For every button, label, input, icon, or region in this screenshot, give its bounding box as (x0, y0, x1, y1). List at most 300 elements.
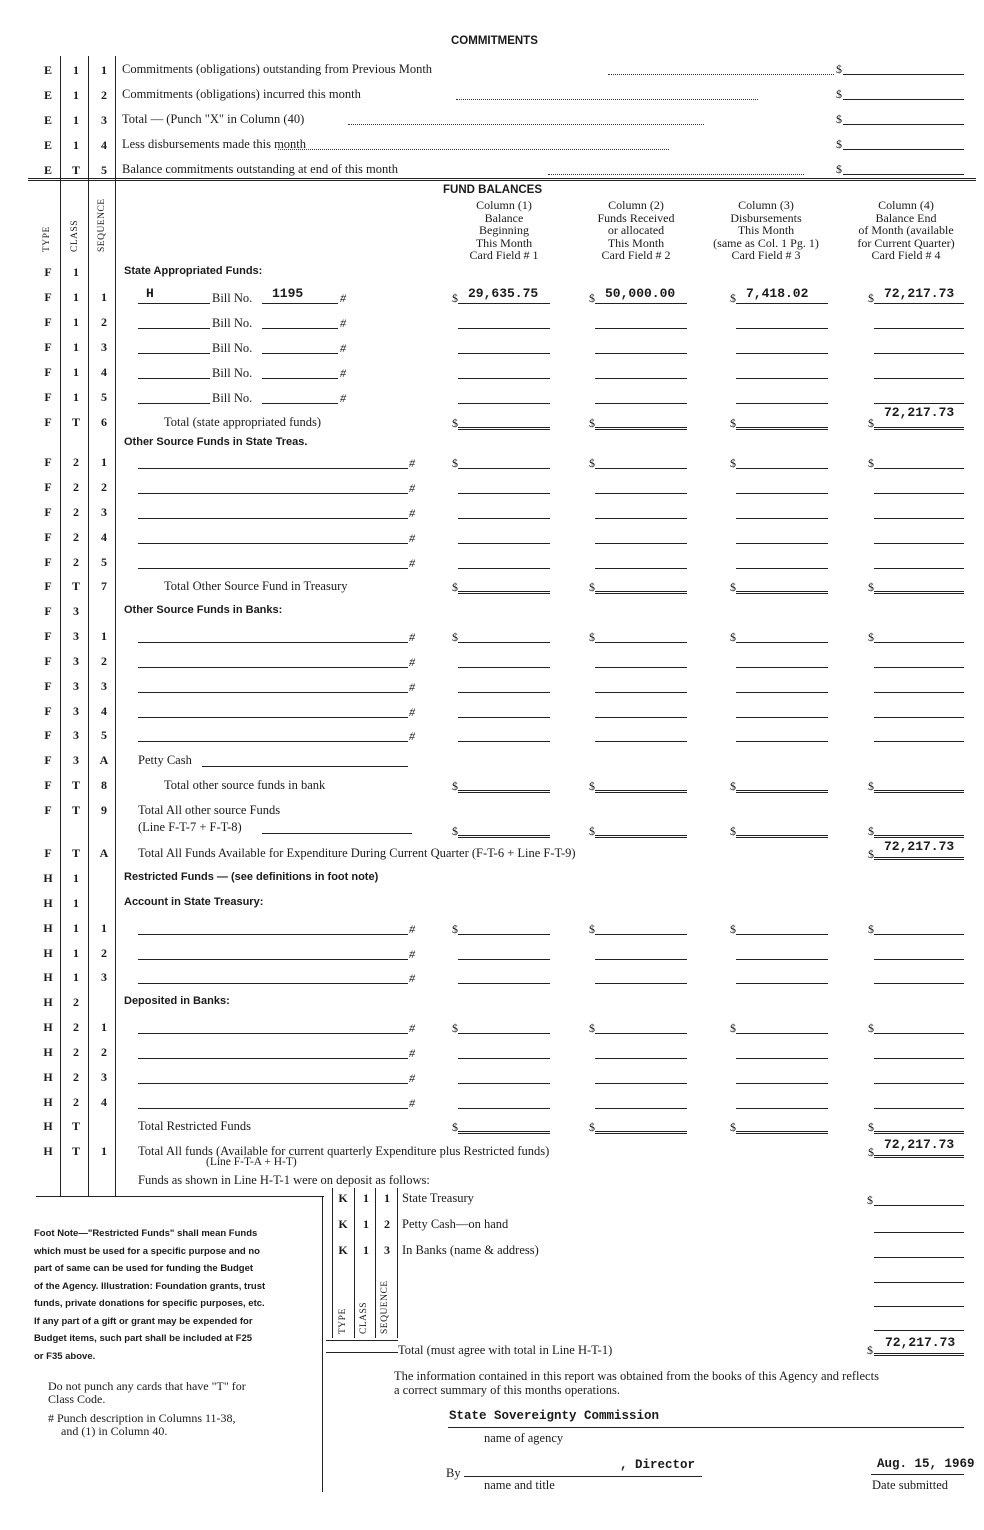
total-line-col4[interactable] (874, 835, 964, 838)
type-header: TYPE (42, 226, 52, 252)
description-line[interactable] (138, 959, 408, 960)
grand-total-line[interactable] (874, 1155, 964, 1158)
description-line[interactable] (138, 1108, 408, 1109)
value-line-col4[interactable] (874, 934, 964, 935)
deposit-code-divider (332, 1188, 333, 1338)
total-line-col3[interactable] (736, 835, 828, 838)
deposit-total-dollar: $ (867, 1343, 873, 1357)
bill-number-line[interactable] (262, 328, 338, 329)
bill-prefix-line[interactable] (138, 328, 210, 329)
bill-number-line[interactable] (262, 353, 338, 354)
value-line-col4[interactable] (874, 568, 964, 569)
value-line-col2[interactable] (595, 642, 687, 643)
leader-dots (348, 124, 704, 125)
value-line-col2[interactable] (595, 741, 687, 742)
code-type: E (43, 63, 52, 77)
code-type: F (44, 704, 52, 718)
dollar-sign: $ (589, 1021, 595, 1035)
name-title-label: name and title (484, 1478, 555, 1492)
code-sequence: 1 (101, 1144, 107, 1158)
value-line-col3[interactable] (736, 983, 828, 984)
commitment-label: Balance commitments outstanding at end of this month (122, 162, 398, 176)
value-line-col2[interactable] (595, 493, 687, 494)
total-line-col3[interactable] (736, 1131, 828, 1134)
value-line-col3[interactable] (736, 353, 828, 354)
total-line-col1[interactable] (458, 427, 550, 430)
value-line-col1[interactable] (458, 1058, 550, 1059)
hash-mark: # (409, 1046, 415, 1060)
value-line-col3[interactable] (736, 543, 828, 544)
dollar-sign: $ (730, 1120, 736, 1134)
code-type: F (44, 315, 52, 329)
deposit-value-line[interactable] (874, 1306, 964, 1307)
value-line-col1[interactable] (458, 403, 550, 404)
value-line-col4[interactable] (874, 1058, 964, 1059)
value-line-col4[interactable] (874, 983, 964, 984)
code-class: 1 (73, 970, 79, 984)
value-line-col4[interactable] (874, 717, 964, 718)
grand-total-value: 72,217.73 (884, 1137, 955, 1152)
value-line-col4[interactable] (874, 741, 964, 742)
section-heading: Other Source Funds in State Treas. (124, 436, 308, 448)
code-sequence: 8 (101, 778, 107, 792)
commitment-dollar: $ (836, 112, 842, 126)
dollar-sign: $ (868, 580, 874, 594)
value-line-col3[interactable] (736, 468, 828, 469)
total-line-col1[interactable] (458, 591, 550, 594)
value-line-col2[interactable] (595, 667, 687, 668)
value-line-col1[interactable] (458, 378, 550, 379)
sequence-header: SEQUENCE (97, 198, 107, 252)
value-line-col3[interactable] (736, 1058, 828, 1059)
code-class: 1 (73, 390, 79, 404)
value-line-col2[interactable] (595, 403, 687, 404)
deposit-value-line[interactable] (874, 1205, 964, 1206)
commitment-value-line[interactable] (843, 99, 964, 100)
code-type: K (338, 1217, 348, 1231)
hash-mark: # (409, 947, 415, 961)
dollar-sign: $ (868, 1120, 874, 1134)
dollar-sign: $ (589, 824, 595, 838)
value-line-col1[interactable] (458, 493, 550, 494)
code-column-divider (115, 56, 116, 1196)
value-line-col1[interactable] (458, 959, 550, 960)
dollar-sign: $ (589, 291, 595, 305)
value-line-col2[interactable] (595, 518, 687, 519)
deposit-code-bottom (326, 1340, 398, 1341)
code-class: 1 (73, 896, 79, 910)
value-line-col3[interactable] (736, 692, 828, 693)
value-line-col3[interactable] (736, 378, 828, 379)
dollar-sign: $ (452, 922, 458, 936)
dollar-sign: $ (452, 416, 458, 430)
value-line-col3[interactable] (736, 1083, 828, 1084)
code-sequence: 7 (101, 579, 107, 593)
value-line-col1[interactable] (458, 353, 550, 354)
hash-mark: # (409, 456, 415, 470)
code-type: H (43, 970, 53, 984)
deposit-total-line (874, 1353, 964, 1356)
description-line[interactable] (138, 692, 408, 693)
column-header-1: Column (1) Balance Beginning This Month Card Field # 1 (469, 198, 539, 263)
code-class: 1 (73, 138, 79, 152)
code-type: F (44, 728, 52, 742)
value-line-col1[interactable] (458, 692, 550, 693)
description-line[interactable] (138, 983, 408, 984)
petty-cash-line[interactable] (202, 766, 408, 767)
code-sequence: 1 (101, 455, 107, 469)
hash-mark: # (340, 316, 346, 330)
footnote-box-right (322, 1196, 323, 1492)
code-type: F (44, 390, 52, 404)
code-sequence: 1 (101, 921, 107, 935)
value-line-col2[interactable] (595, 1083, 687, 1084)
value-line-col4[interactable] (874, 667, 964, 668)
code-type: H (43, 1070, 53, 1084)
hash-mark: # (409, 1096, 415, 1110)
code-sequence: 5 (101, 390, 107, 404)
bill-label: Bill No. (212, 291, 253, 305)
code-class: 2 (73, 530, 79, 544)
value-line-col3[interactable] (736, 518, 828, 519)
code-type: H (43, 896, 53, 910)
total-line-col2[interactable] (595, 790, 687, 793)
total-line-col4[interactable] (874, 1131, 964, 1134)
dollar-sign: $ (452, 630, 458, 644)
value-line-col2[interactable] (595, 959, 687, 960)
total-line-col3[interactable] (736, 790, 828, 793)
bill-label: Bill No. (212, 316, 253, 330)
column-header-3: Column (3) Disbursements This Month (same as Col. 1 Pg. 1) Card Field # 3 (713, 198, 819, 263)
section-divider (28, 178, 976, 181)
title-value: , Director (620, 1458, 696, 1472)
description-line[interactable] (138, 642, 408, 643)
total-line-col4[interactable] (874, 591, 964, 594)
leader-line (262, 833, 412, 834)
code-sequence: 3 (384, 1243, 390, 1257)
value-line-col1[interactable] (458, 934, 550, 935)
commitment-value-line[interactable] (843, 174, 964, 175)
value-line-col2[interactable] (595, 934, 687, 935)
value-line-col4[interactable] (874, 1033, 964, 1034)
value-line-col1[interactable] (458, 717, 550, 718)
dollar-sign: $ (730, 1021, 736, 1035)
deposit-value-line[interactable] (874, 1282, 964, 1283)
code-type: F (44, 654, 52, 668)
dollar-sign: $ (589, 779, 595, 793)
commitment-value-line[interactable] (843, 74, 964, 75)
value-line-col4[interactable] (874, 959, 964, 960)
section-heading: Restricted Funds — (see definitions in foot note) (124, 871, 379, 883)
code-type: H (43, 995, 53, 1009)
description-line[interactable] (138, 1033, 408, 1034)
value-line-col1[interactable] (458, 1083, 550, 1084)
dollar-sign: $ (589, 456, 595, 470)
value-line-col1[interactable] (458, 518, 550, 519)
description-line[interactable] (138, 468, 408, 469)
dollar-sign: $ (730, 922, 736, 936)
hash-mark: # (409, 481, 415, 495)
value-line-col1[interactable] (458, 568, 550, 569)
value-line-col2[interactable] (595, 353, 687, 354)
description-line[interactable] (138, 1083, 408, 1084)
dollar-sign: $ (452, 1120, 458, 1134)
description-line[interactable] (138, 543, 408, 544)
value-line-col3[interactable] (736, 403, 828, 404)
date-submitted-label: Date submitted (872, 1478, 949, 1492)
dollar-sign: $ (730, 456, 736, 470)
restricted-funds-footnote: Foot Note—"Restricted Funds" shall mean Funds which must be used for a specific purpose and no part of same can be used for funding the Budget of the Agency. Illustration: Foundation grants, trust funds, private donations for specific purposes, etc. If any part of a gift or grant may be expended for Budget items, such part shall be included at F25 or F35 above. (34, 1228, 266, 1362)
value-line-col4[interactable] (874, 468, 964, 469)
value-line-col1[interactable] (458, 642, 550, 643)
dollar-sign: $ (868, 456, 874, 470)
value-line-col4[interactable] (874, 378, 964, 379)
code-sequence: 3 (101, 679, 107, 693)
commitment-value-line[interactable] (843, 149, 964, 150)
value-line-col3[interactable] (736, 642, 828, 643)
code-class: 3 (73, 604, 79, 618)
value-line-col3[interactable] (736, 328, 828, 329)
commitment-label: Commitments (obligations) outstanding from Previous Month (122, 62, 433, 76)
value-line-col1[interactable] (458, 667, 550, 668)
dollar-sign: $ (589, 416, 595, 430)
commitment-value-line[interactable] (843, 124, 964, 125)
total-label: Total Restricted Funds (138, 1119, 252, 1133)
code-class: T (71, 163, 80, 177)
commitment-label: Less disbursements made this month (122, 137, 307, 151)
deposit-code-divider (354, 1188, 355, 1338)
total-line-col2[interactable] (595, 591, 687, 594)
value-line-col4[interactable] (874, 1108, 964, 1109)
code-class: 1 (363, 1217, 369, 1231)
leader-dots (456, 99, 758, 100)
code-type: F (44, 530, 52, 544)
total-line-col2[interactable] (595, 1131, 687, 1134)
value-line-col2[interactable] (595, 328, 687, 329)
value-line-col1[interactable] (458, 1033, 550, 1034)
hash-mark: # (409, 971, 415, 985)
deposit-code-divider (397, 1188, 398, 1338)
code-class: 2 (73, 995, 79, 1009)
dollar-sign: $ (589, 1120, 595, 1134)
value-line-col3[interactable] (736, 717, 828, 718)
value-line-col2[interactable] (595, 543, 687, 544)
value-line-col4[interactable] (874, 642, 964, 643)
code-sequence: 3 (101, 505, 107, 519)
commitment-dollar: $ (836, 137, 842, 151)
dollar-sign: $ (868, 291, 874, 305)
code-class: 1 (73, 315, 79, 329)
total-line-col4[interactable] (874, 427, 964, 430)
commitment-dollar: $ (836, 87, 842, 101)
value-line-col3[interactable] (736, 959, 828, 960)
value-line-col2[interactable] (595, 1033, 687, 1034)
value-line-col2[interactable] (595, 568, 687, 569)
code-type: H (43, 1119, 53, 1133)
section-heading: State Appropriated Funds: (124, 265, 263, 277)
value-line-col2[interactable] (595, 303, 687, 304)
description-line[interactable] (138, 568, 408, 569)
value-line-col1[interactable] (458, 543, 550, 544)
deposit-value-line[interactable] (874, 1330, 964, 1331)
value-line-col1[interactable] (458, 328, 550, 329)
value-line-col3[interactable] (736, 568, 828, 569)
code-sequence: 2 (101, 654, 107, 668)
bill-prefix-line[interactable] (138, 378, 210, 379)
bill-label: Bill No. (212, 341, 253, 355)
code-sequence: 3 (101, 340, 107, 354)
value-line-col4[interactable] (874, 328, 964, 329)
code-type: F (44, 290, 52, 304)
value-line-col1[interactable] (458, 741, 550, 742)
code-type: F (44, 803, 52, 817)
agency-name-label: name of agency (484, 1431, 564, 1445)
value-line-col1[interactable] (458, 1108, 550, 1109)
code-type: F (44, 455, 52, 469)
bill-value-col2: 50,000.00 (605, 286, 676, 301)
by-label: By (446, 1466, 461, 1480)
section-heading: Deposited in Banks: (124, 995, 230, 1007)
hash-mark: # (409, 531, 415, 545)
code-type: F (44, 365, 52, 379)
dollar-sign: $ (868, 1021, 874, 1035)
leader-dots (608, 74, 834, 75)
code-class: T (71, 778, 80, 792)
code-class: 1 (73, 290, 79, 304)
value-line-col1[interactable] (458, 303, 550, 304)
description-line[interactable] (138, 741, 408, 742)
column-header-2: Column (2) Funds Received or allocated This Month Card Field # 2 (597, 198, 675, 263)
hash-mark: # (409, 556, 415, 570)
total-line-col2[interactable] (595, 427, 687, 430)
grand-total-value: 72,217.73 (884, 839, 955, 854)
description-line[interactable] (138, 717, 408, 718)
value-line-col4[interactable] (874, 493, 964, 494)
value-line-col3[interactable] (736, 741, 828, 742)
dollar-sign: $ (868, 416, 874, 430)
value-line-col4[interactable] (874, 303, 964, 304)
value-line-col3[interactable] (736, 934, 828, 935)
total-line-col3[interactable] (736, 591, 828, 594)
class-header: CLASS (70, 219, 80, 252)
bill-number-line[interactable] (262, 403, 338, 404)
dollar-sign: $ (452, 779, 458, 793)
total-label: Total Other Source Fund in Treasury (164, 579, 348, 593)
value-line-col3[interactable] (736, 1108, 828, 1109)
description-line[interactable] (138, 493, 408, 494)
date-submitted-line[interactable] (871, 1474, 964, 1475)
value-line-col3[interactable] (736, 667, 828, 668)
code-class: T (71, 415, 80, 429)
bill-number-line[interactable] (262, 303, 338, 304)
dollar-sign: $ (452, 1021, 458, 1035)
value-line-col2[interactable] (595, 1058, 687, 1059)
code-sequence: A (99, 753, 109, 767)
value-line-col2[interactable] (595, 692, 687, 693)
code-class: 1 (363, 1243, 369, 1257)
value-line-col4[interactable] (874, 1083, 964, 1084)
value-line-col2[interactable] (595, 983, 687, 984)
bill-prefix-line[interactable] (138, 403, 210, 404)
value-line-col3[interactable] (736, 1033, 828, 1034)
description-line[interactable] (138, 934, 408, 935)
code-class: T (71, 1119, 80, 1133)
grand-total-line[interactable] (874, 857, 964, 860)
dollar-sign: $ (730, 824, 736, 838)
value-line-col3[interactable] (736, 493, 828, 494)
deposit-class-header: CLASS (359, 1301, 369, 1334)
code-type: E (43, 113, 52, 127)
code-type: K (338, 1191, 348, 1205)
total-label: Total All other source Funds (138, 803, 281, 817)
code-class: 1 (73, 113, 79, 127)
code-class: T (71, 803, 80, 817)
agency-name-line[interactable] (448, 1427, 964, 1428)
bill-prefix-line[interactable] (138, 303, 210, 304)
total-line-col1[interactable] (458, 1131, 550, 1134)
name-title-line[interactable] (464, 1476, 702, 1477)
leader-dots (278, 149, 669, 150)
dollar-sign: $ (452, 456, 458, 470)
total-line-col1[interactable] (458, 835, 550, 838)
bill-prefix-line[interactable] (138, 353, 210, 354)
code-class: 1 (73, 946, 79, 960)
description-line[interactable] (138, 518, 408, 519)
total-line-col4[interactable] (874, 790, 964, 793)
code-sequence: 1 (101, 1020, 107, 1034)
bill-label: Bill No. (212, 391, 253, 405)
code-type: F (44, 679, 52, 693)
commitment-label: Commitments (obligations) incurred this month (122, 87, 361, 101)
value-line-col1[interactable] (458, 468, 550, 469)
description-line[interactable] (138, 1058, 408, 1059)
code-sequence: 2 (101, 480, 107, 494)
total-line-col3[interactable] (736, 427, 828, 430)
code-class: 2 (73, 505, 79, 519)
code-class: 3 (73, 728, 79, 742)
code-sequence: 5 (101, 728, 107, 742)
code-type: E (43, 138, 52, 152)
value-line-col2[interactable] (595, 468, 687, 469)
description-line[interactable] (138, 667, 408, 668)
code-type: F (44, 480, 52, 494)
code-class: 2 (73, 1020, 79, 1034)
certification: The information contained in this report was obtained from the books of this Agency and reflects a correct summary of this months operations. (394, 1369, 879, 1397)
bill-number-line[interactable] (262, 378, 338, 379)
dollar-sign: $ (730, 580, 736, 594)
value-line-col4[interactable] (874, 403, 964, 404)
deposit-value-line[interactable] (874, 1232, 964, 1233)
value-line-col2[interactable] (595, 378, 687, 379)
value-line-col1[interactable] (458, 983, 550, 984)
total-state-col4: 72,217.73 (884, 405, 955, 420)
value-line-col4[interactable] (874, 518, 964, 519)
value-line-col4[interactable] (874, 692, 964, 693)
value-line-col4[interactable] (874, 543, 964, 544)
hash-mark: # (409, 1071, 415, 1085)
total-line-col2[interactable] (595, 835, 687, 838)
deposit-total-value: 72,217.73 (885, 1335, 956, 1350)
total-line-col1[interactable] (458, 790, 550, 793)
deposit-sequence-header: SEQUENCE (380, 1280, 390, 1334)
value-line-col3[interactable] (736, 303, 828, 304)
dollar-sign: $ (452, 291, 458, 305)
deposit-value-line[interactable] (874, 1257, 964, 1258)
value-line-col2[interactable] (595, 717, 687, 718)
value-line-col4[interactable] (874, 353, 964, 354)
code-type: H (43, 1020, 53, 1034)
value-line-col2[interactable] (595, 1108, 687, 1109)
